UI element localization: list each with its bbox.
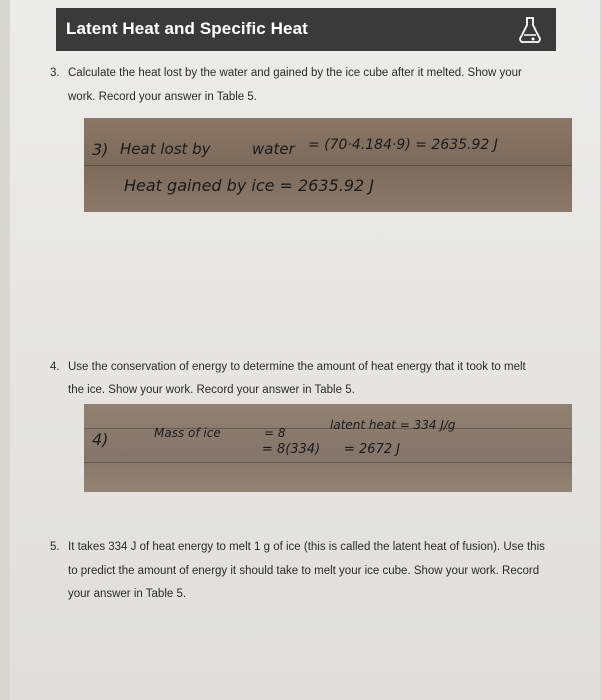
answer-4-mass: Mass of ice xyxy=(154,426,221,440)
question-3-line-1: Calculate the heat lost by the water and gained by the ice cube after it melted. Show your xyxy=(68,67,522,79)
answer-4-latent-heat: latent heat = 334 J/g xyxy=(330,418,456,432)
question-5-line-1: It takes 334 J of heat energy to melt 1 g of ice (this is called the latent heat of fusion). Use this xyxy=(68,541,545,553)
answer-4-label: 4) xyxy=(92,430,109,449)
flask-icon xyxy=(518,16,542,44)
question-4-line-2: the ice. Show your work. Record your answer in Table 5. xyxy=(68,384,355,396)
answer-4-result: = 2672 J xyxy=(344,442,401,457)
question-5-line-2: to predict the amount of energy it should take to melt your ice cube. Show your work. Record xyxy=(68,565,540,577)
answer-3-calculation: = (70·4.184·9) = 2635.92 J xyxy=(308,137,498,153)
question-4-number: 4. xyxy=(50,361,60,373)
answer-4-mass-value: = 8 xyxy=(264,426,286,440)
answer-3-heat-lost: Heat lost by xyxy=(120,140,211,158)
page-title: Latent Heat and Specific Heat xyxy=(66,19,308,38)
question-5-line-3: your answer in Table 5. xyxy=(68,588,187,600)
question-4-line-1: Use the conservation of energy to determine the amount of heat energy that it took to melt xyxy=(68,361,526,373)
answer-3-label: 3) xyxy=(92,140,109,159)
worksheet-page xyxy=(10,0,600,700)
answer-3-water: water xyxy=(252,140,295,158)
question-5-number: 5. xyxy=(50,541,60,553)
answer-3-heat-gained: Heat gained by ice = 2635.92 J xyxy=(124,176,375,195)
question-3-number: 3. xyxy=(50,67,60,79)
handwritten-answer-3 xyxy=(84,118,572,212)
worksheet-header xyxy=(56,8,556,51)
answer-4-calculation: = 8(334) xyxy=(262,442,321,457)
question-3-line-2: work. Record your answer in Table 5. xyxy=(68,91,257,103)
handwritten-answer-4 xyxy=(84,404,572,492)
